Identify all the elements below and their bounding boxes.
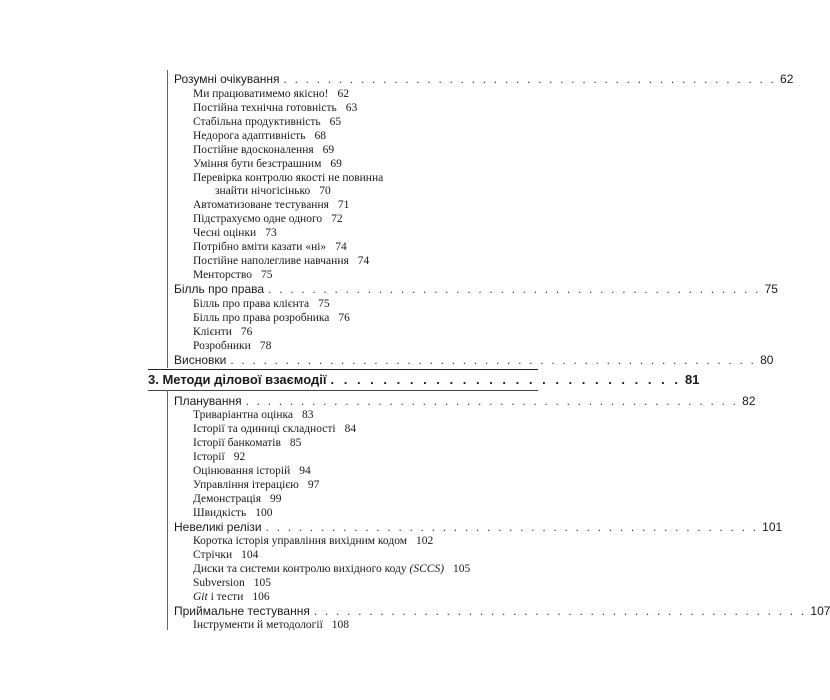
toc-page-number: 62 <box>337 88 349 100</box>
toc-entry <box>193 143 334 157</box>
toc-entry <box>193 339 271 353</box>
toc-section-title: Приймальне тестування <box>174 604 310 618</box>
leader-dots: . . . . . . . . . . . . . . . . . . . . . . . . . . . . . . . . . . . . . . . . . . . . . <box>313 604 807 618</box>
toc-entry <box>193 590 270 604</box>
toc-entry <box>193 534 433 548</box>
toc-page-number: 94 <box>299 465 311 477</box>
toc-entry-title: Менторство <box>193 269 252 281</box>
toc-chapter-title: 3. Методи ділової взаємодії <box>148 372 327 387</box>
toc-entry <box>193 506 272 520</box>
toc-entry-continuation <box>215 184 331 198</box>
toc-page-number: 105 <box>253 577 271 589</box>
toc-entry-title: Клієнти <box>193 326 232 338</box>
toc-page-number: 63 <box>345 102 358 114</box>
toc-entry-title: Чесні оцінки <box>193 227 257 239</box>
toc-entry-title: Постійне вдосконалення <box>193 144 314 156</box>
toc-entry-title: Швидкість <box>193 507 247 519</box>
toc-page-number: 71 <box>337 199 350 211</box>
toc-entry <box>193 198 349 212</box>
toc-page-number: 100 <box>255 507 273 519</box>
toc-page-number: 92 <box>233 451 246 463</box>
toc-entry-title: Стрічки <box>193 549 233 561</box>
toc-entry-title: Перевірка контролю якості не повинна <box>193 172 384 184</box>
toc-entry-title: Управління ітерацією <box>193 479 299 491</box>
leader-dots: . . . . . . . . . . . . . . . . . . . . . . . . . . . . . . . . . . . . . . . . . . . . . <box>245 394 739 408</box>
toc-section-title: Невеликі релізи <box>174 520 262 534</box>
toc-section-reasonable-expectations <box>174 72 794 86</box>
chapter-rule-top <box>148 369 538 370</box>
toc-entry-italic: (SCCS) <box>409 563 445 575</box>
toc-section-title: Планування <box>174 394 242 408</box>
toc-entry <box>193 129 326 143</box>
leader-dots: . . . . . . . . . . . . . . . . . . . . . . . . . . . <box>330 372 681 387</box>
toc-entry-title: Коротка історія управління вихідним кодом <box>193 535 408 547</box>
toc-page-number: 65 <box>329 116 342 128</box>
toc-section-small-releases <box>174 520 783 534</box>
toc-entry <box>193 478 319 492</box>
toc-entry-title: Підстрахуємо одне одного <box>193 213 323 225</box>
toc-entry <box>193 562 470 576</box>
toc-page-number: 81 <box>684 372 700 387</box>
toc-entry <box>193 618 349 632</box>
leader-dots: . . . . . . . . . . . . . . . . . . . . . . . . . . . . . . . . . . . . . . . . . . . . . <box>268 282 761 296</box>
toc-entry-title: Недорога адаптивність <box>193 130 306 142</box>
toc-entry-title: Оцінювання історій <box>193 465 291 477</box>
toc-entry <box>193 87 349 101</box>
toc-entry <box>193 297 330 311</box>
toc-entry-title: Історії та одиниці складності <box>193 423 336 435</box>
toc-page-number: 107 <box>810 604 830 618</box>
toc-page-number: 76 <box>338 312 350 324</box>
toc-entry-title: Диски та системи контролю вихідного коду <box>193 563 410 575</box>
toc-entry-italic: Git <box>193 591 208 603</box>
toc-page-number: 85 <box>289 437 302 449</box>
toc-entry-title: Постійна технічна готовність <box>193 102 337 114</box>
toc-entry <box>193 254 369 268</box>
toc-entry-title: Білль про права розробника <box>193 312 330 324</box>
leader-dots: . . . . . . . . . . . . . . . . . . . . . . . . . . . . . . . . . . . . . . . . . . . . . <box>283 72 777 86</box>
toc-page-number: 75 <box>318 298 330 310</box>
toc-page-number: 74 <box>335 241 347 253</box>
toc-entry-title: Розробники <box>193 340 251 352</box>
toc-page-number: 108 <box>331 619 350 631</box>
toc-section-bill-of-rights <box>174 282 778 296</box>
toc-page-number: 105 <box>453 563 471 575</box>
toc-page-number: 104 <box>241 549 259 561</box>
toc-section-title: Білль про права <box>174 282 265 296</box>
toc-entry-title: Subversion <box>193 577 245 589</box>
toc-page-number: 74 <box>357 255 370 267</box>
toc-entry <box>193 311 350 325</box>
leader-dots: . . . . . . . . . . . . . . . . . . . . . . . . . . . . . . . . . . . . . . . . . . . . . <box>265 520 759 534</box>
toc-entry-title: Історії банкоматів <box>193 437 281 449</box>
toc-entry-title: Білль про права клієнта <box>193 298 310 310</box>
toc-entry-title: і тести <box>207 591 244 603</box>
toc-entry-title: Постійне наполегливе навчання <box>193 255 349 267</box>
toc-page-number: 69 <box>330 158 342 170</box>
toc-section-conclusions <box>174 353 774 367</box>
toc-entry-title: Історії <box>193 451 225 463</box>
toc-page-number: 69 <box>322 144 335 156</box>
chapter-rule-bottom <box>148 390 538 391</box>
toc-chapter-3 <box>148 372 700 387</box>
toc-page-number: 97 <box>307 479 320 491</box>
toc-page-number: 101 <box>762 520 783 534</box>
chapter-side-rule <box>167 390 168 630</box>
toc-entry-title: Демонстрація <box>193 493 262 505</box>
toc-page-number: 78 <box>259 340 272 352</box>
toc-entry <box>193 226 277 240</box>
toc-entry <box>193 450 245 464</box>
toc-entry-title: Потрібно вміти казати «ні» <box>193 241 327 253</box>
toc-entry <box>193 576 271 590</box>
toc-entry-title: Триваріантна оцінка <box>193 409 294 421</box>
toc-entry-title: Інструменти й методології <box>193 619 323 631</box>
toc-page-number: 62 <box>780 72 794 86</box>
toc-entry <box>193 212 343 226</box>
toc-entry <box>193 422 356 436</box>
toc-section-planning <box>174 394 756 408</box>
toc-entry-title: Стабільна продуктивність <box>193 116 321 128</box>
toc-entry <box>193 268 272 282</box>
toc-page-number: 80 <box>760 353 774 367</box>
toc-section-acceptance-testing <box>174 604 830 618</box>
toc-page-number: 102 <box>416 535 434 547</box>
toc-page-number: 73 <box>265 227 277 239</box>
toc-entry <box>193 548 258 562</box>
toc-page-number: 68 <box>314 130 326 142</box>
toc-page-number: 72 <box>331 213 343 225</box>
toc-page-number: 106 <box>252 591 270 603</box>
toc-entry <box>193 101 357 115</box>
toc-entry <box>193 115 341 129</box>
toc-entry <box>193 157 342 171</box>
toc-entry-title: Автоматизоване тестування <box>193 199 329 211</box>
toc-entry <box>193 240 347 254</box>
toc-entry <box>193 408 314 422</box>
toc-page-number: 70 <box>319 185 331 197</box>
toc-page-number: 82 <box>742 394 756 408</box>
toc-entry <box>193 325 252 339</box>
toc-section-title: Висновки <box>174 353 227 367</box>
toc-page-number: 75 <box>764 282 778 296</box>
section-side-rule <box>167 70 168 368</box>
toc-entry <box>193 492 282 506</box>
leader-dots: . . . . . . . . . . . . . . . . . . . . . . . . . . . . . . . . . . . . . . . . . . . . . . . . <box>230 353 757 367</box>
toc-page-number: 99 <box>270 493 282 505</box>
toc-section-title: Розумні очікування <box>174 72 280 86</box>
toc-entry-title: Ми працюватимемо якісно! <box>193 88 329 100</box>
toc-page-number: 75 <box>260 269 273 281</box>
toc-entry <box>193 436 301 450</box>
toc-entry <box>193 464 311 478</box>
toc-entry-title: знайти нічогісінько <box>215 185 311 197</box>
toc-entry <box>193 171 383 185</box>
toc-entry-title: Уміння бути безстрашним <box>193 158 322 170</box>
toc-page-number: 76 <box>240 326 253 338</box>
toc-page-number: 84 <box>344 423 357 435</box>
toc-page-number: 83 <box>302 409 314 421</box>
